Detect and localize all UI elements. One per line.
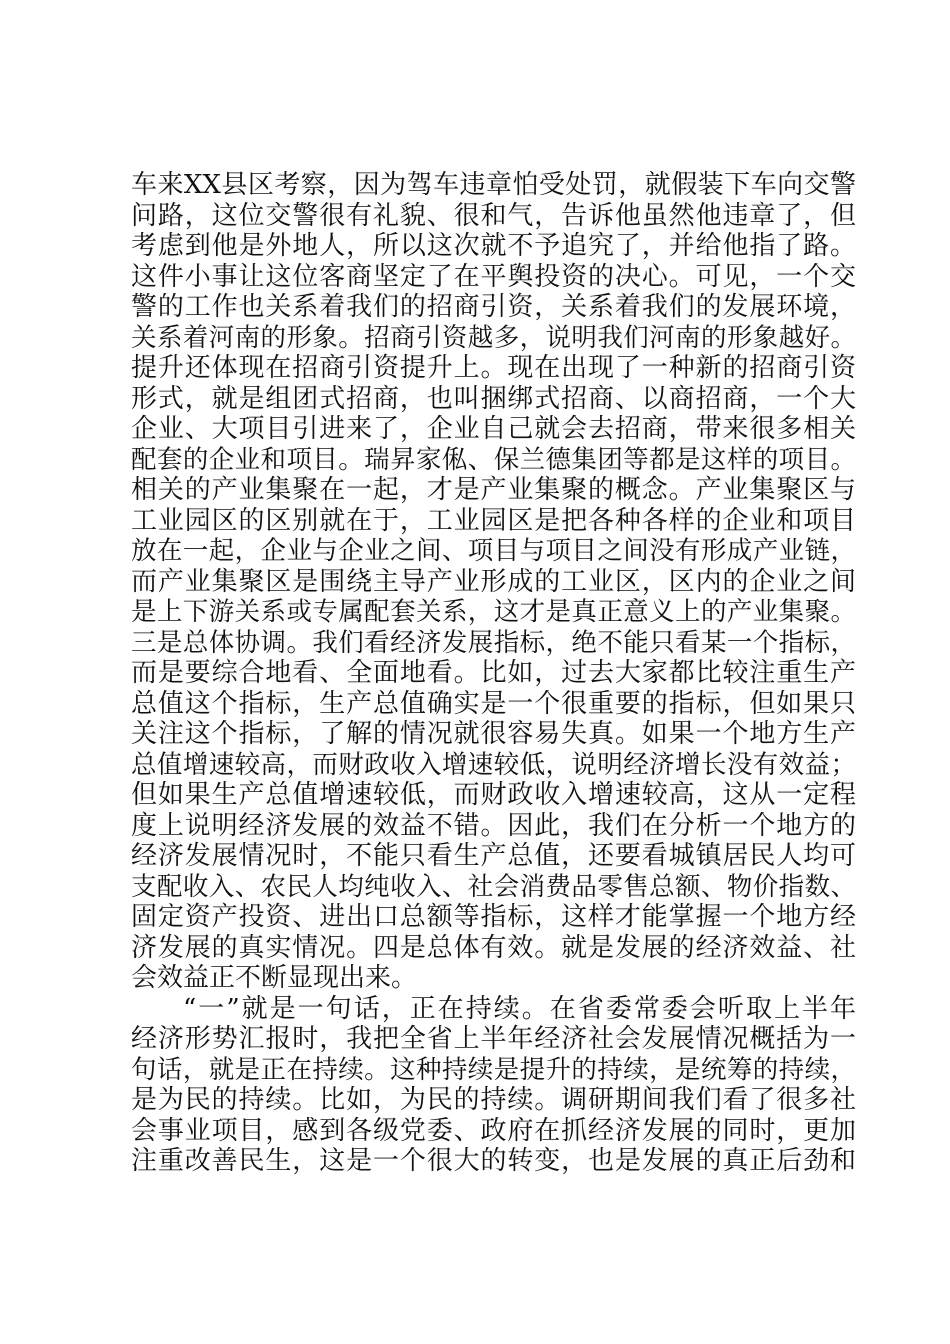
text-line: 但如果生产总值增速较低，而财政收入增速较高，这从一定程	[131, 780, 856, 810]
text-line: 关注这个指标，了解的情况就很容易失真。如果一个地方生产	[131, 719, 856, 749]
text-line: 会事业项目，感到各级党委、政府在抓经济发展的同时，更加	[131, 1115, 856, 1146]
text-line: 是上下游关系或专属配套关系，这才是真正意义上的产业集聚。	[131, 597, 856, 627]
text-line: 支配收入、农民人均纯收入、社会消费品零售总额、物价指数、	[131, 871, 856, 902]
paragraph-start-line: “一”就是一句话，正在持续。在省委常委会听取上半年	[183, 993, 856, 1024]
text-line: 经济形势汇报时，我把全省上半年经济社会发展情况概括为一	[131, 1024, 856, 1054]
text-line: 总值增速较高，而财政收入增速较低，说明经济增长没有效益；	[131, 749, 856, 780]
text-line: 问路，这位交警很有礼貌、很和气，告诉他虽然他违章了，但	[131, 200, 856, 231]
text-line: 形式，就是组团式招商，也叫捆绑式招商、以商招商，一个大	[131, 383, 856, 414]
text-line: 提升还体现在招商引资提升上。现在出现了一种新的招商引资	[131, 353, 856, 383]
text-line: 是为民的持续。比如，为民的持续。调研期间我们看了很多社	[131, 1085, 856, 1115]
text-line: 注重改善民生，这是一个很大的转变，也是发展的真正后劲和	[131, 1146, 856, 1176]
text-line: 这件小事让这位客商坚定了在平舆投资的决心。可见，一个交	[131, 261, 856, 292]
text-line: 相关的产业集聚在一起，才是产业集聚的概念。产业集聚区与	[131, 475, 856, 505]
text-line: 济发展的真实情况。四是总体有效。就是发展的经济效益、社	[131, 932, 856, 963]
text-line: 车来XX县区考察，因为驾车违章怕受处罚，就假装下车向交警	[131, 170, 856, 200]
text-line: 而产业集聚区是围绕主导产业形成的工业区，区内的企业之间	[131, 566, 856, 597]
text-line: 配套的企业和项目。瑞昇家俬、保兰德集团等都是这样的项目。	[131, 444, 856, 475]
text-line: 度上说明经济发展的效益不错。因此，我们在分析一个地方的	[131, 810, 856, 841]
text-line: 经济发展情况时，不能只看生产总值，还要看城镇居民人均可	[131, 841, 856, 871]
body-text	[131, 170, 856, 1177]
text-line: 工业园区的区别就在于，工业园区是把各种各样的企业和项目	[131, 505, 856, 536]
text-line: 警的工作也关系着我们的招商引资，关系着我们的发展环境，	[131, 292, 856, 322]
text-line: 考虑到他是外地人，所以这次就不予追究了，并给他指了路。	[131, 231, 856, 261]
text-line: 固定资产投资、进出口总额等指标，这样才能掌握一个地方经	[131, 902, 856, 932]
text-line: 句话，就是正在持续。这种持续是提升的持续，是统筹的持续，	[131, 1054, 856, 1085]
text-line: 企业、大项目引进来了，企业自己就会去招商，带来很多相关	[131, 414, 856, 444]
text-line: 会效益正不断显现出来。	[131, 963, 418, 993]
text-line: 而是要综合地看、全面地看。比如，过去大家都比较注重生产	[131, 658, 856, 688]
text-line: 总值这个指标，生产总值确实是一个很重要的指标，但如果只	[131, 688, 856, 719]
text-line: 三是总体协调。我们看经济发展指标，绝不能只看某一个指标，	[131, 627, 856, 658]
text-line: 放在一起，企业与企业之间、项目与项目之间没有形成产业链，	[131, 536, 856, 566]
text-line: 关系着河南的形象。招商引资越多，说明我们河南的形象越好。	[131, 322, 856, 353]
